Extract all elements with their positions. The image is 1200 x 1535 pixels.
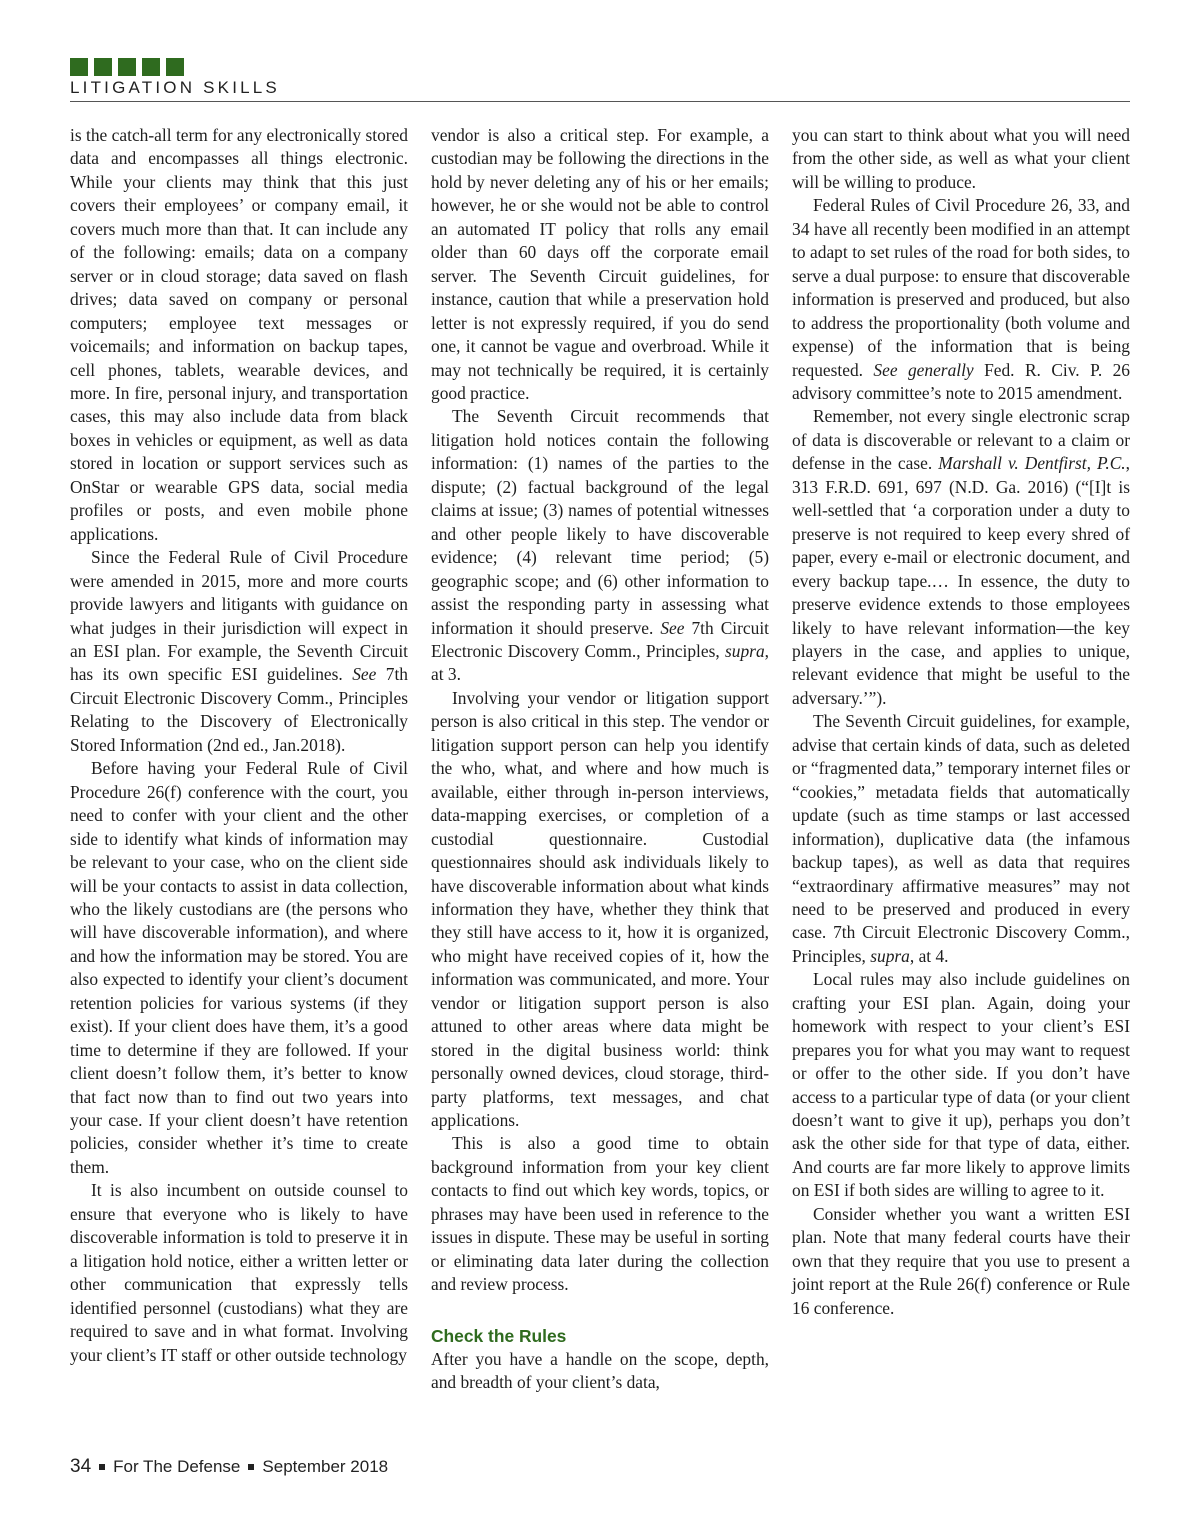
body-paragraph (431, 1348, 769, 1395)
text-run: , at 3. (431, 640, 769, 685)
text-run: Local rules may also include guidelines on crafting your ESI plan. Again, doing your homework with respect to your client’s ESI prepares you for what you may want to request or offer to the other side. If you don’t have access to a particular type of data (or your client doesn’t want to give it up), perhaps you don’t ask the other side for that type of data, either. And courts are far more likely to approve limits on ESI if both sides are willing to agree to it. (792, 969, 1130, 1201)
text-run: It is also incumbent on outside counsel to ensure that everyone who is likely to have discoverable information is told to preserve it in a litigation hold notice, either a written letter or other communication that expressly tells identified personnel (custodians) what they are required to save and in what format. Involving your client’s IT staff or other outside technology (70, 1180, 408, 1365)
section-label: LITIGATION SKILLS (70, 78, 280, 97)
page-header (70, 58, 1130, 99)
header-square (118, 58, 136, 76)
text-run: , at 4. (909, 945, 949, 966)
text-run: Fed. R. Civ. P. 26 advisory committee’s note to 2015 amendment. (792, 359, 1130, 403)
text-run: After you have a handle on the scope, depth, and breadth of your client’s data, (431, 1348, 769, 1393)
text-run: Federal Rules of Civil Procedure 26, 33, and 34 have all recently been modified in an attempt to adapt to set rules of the road for both sides, to serve a dual purpose: to ensure that discoverable information is preserved and produced, but also to address the proportionality (both volume and expense) of the information that is being requested. (792, 195, 1130, 380)
header-square (94, 58, 112, 76)
publication-name: For The Defense (113, 1457, 241, 1476)
header-square (166, 58, 184, 76)
italic-text: See (660, 617, 685, 638)
section-heading: Check the Rules (431, 1325, 567, 1346)
header-square (70, 58, 88, 76)
text-run: Involving your vendor or litigation support person is also critical in this step. The vendor or litigation support person can help you identify the who, what, and where and how much is available, either through in-person interviews, data-mapping exercises, or completion of a custodial questionnaire. Custodial questionnaires should ask individuals likely to have discoverable information about what kinds information they have, whether they think that they still have access to it, how it is organized, who might have received copies of it, how the information was communicated, and more. Your vendor or litigation support person is also attuned to other areas where data might be stored in the digital business world: think personally owned devices, cloud storage, third-party platforms, text messages, and chat applications. (431, 687, 769, 1131)
text-column-2 (431, 124, 769, 1444)
header-squares-decoration (70, 58, 1130, 76)
body-paragraph (431, 1132, 769, 1296)
article-body (70, 124, 1130, 1444)
text-run: Consider whether you want a written ESI plan. Note that many federal courts have their own that they require that you use to present a joint report at the Rule 26(f) conference or Rule 16 conference. (792, 1203, 1130, 1318)
body-paragraph (792, 124, 1130, 194)
body-paragraph (792, 968, 1130, 1203)
body-paragraph (431, 405, 769, 686)
body-paragraph (792, 710, 1130, 968)
text-run: , 313 F.R.D. 691, 697 (N.D. Ga. 2016) (“[I]t is well-settled that ‘a corporation under a duty to preserve is not required to keep every shred of paper, every e-mail or electronic document, and every backup tape.… In essence, the duty to preserve evidence extends to those employees likely to have relevant information—the key players in the case, and applies to unique, relevant evidence that might be useful to the adversary.’”). (792, 453, 1130, 708)
text-run: 7th Circuit Electronic Discovery Comm., Principles, (431, 617, 769, 661)
italic-text: Marshall v. Dentfirst, P.C. (938, 453, 1126, 474)
page-footer (70, 1456, 388, 1478)
text-run: This is also a good time to obtain background information from your key client contacts to find out which key words, topics, or phrases may have been used in reference to the issues in dispute. These may be useful in sorting or eliminating data later during the collection and review process. (431, 1133, 769, 1295)
text-run: The Seventh Circuit guidelines, for example, advise that certain kinds of data, such as deleted or “fragmented data,” temporary internet files or “cookies,” metadata fields that automatically update (such as time stamps or last accessed information), duplicative data (the infamous backup tapes), as well as data that requires “extraordinary affirmative measures” may not need to be preserved and produced in every case. 7th Circuit Electronic Discovery Comm., Principles, (792, 711, 1130, 966)
issue-date: September 2018 (262, 1457, 389, 1476)
page-number: 34 (70, 1456, 92, 1477)
header-square (142, 58, 160, 76)
header-rule (70, 101, 1130, 102)
text-column-1 (70, 124, 408, 1444)
body-paragraph (70, 1179, 408, 1367)
footer-bullet-icon (99, 1464, 105, 1470)
body-paragraph (70, 546, 408, 757)
italic-text: supra (870, 945, 910, 966)
body-paragraph (70, 124, 408, 546)
body-paragraph (431, 124, 769, 405)
body-paragraph (792, 405, 1130, 710)
italic-text: supra (725, 640, 765, 661)
text-run: you can start to think about what you will need from the other side, as well as what your client will be willing to produce. (792, 125, 1130, 192)
text-column-3 (792, 124, 1130, 1444)
text-run: vendor is also a critical step. For example, a custodian may be following the directions in the hold by never deleting any of his or her emails; however, he or she would not be able to control an automated IT policy that rolls any email older than 60 days off the corporate email server. The Seventh Circuit guidelines, for instance, caution that while a preservation hold letter is not expressly required, if you do send one, it cannot be vague and overbroad. While it may not technically be required, it is certainly good practice. (431, 125, 769, 403)
body-paragraph (792, 1203, 1130, 1320)
text-run: Before having your Federal Rule of Civil Procedure 26(f) conference with the court, you need to confer with your client and the other side to identify what kinds of information may be relevant to your case, who on the client side will be your contacts to assist in data collection, who the likely custodians are (the persons who will have discoverable information), and where and how the information may be stored. You are also expected to identify your client’s document retention policies for various systems (if they exist). If your client does have them, it’s a good time to determine if they are followed. If your client doesn’t follow them, it’s better to know that fact now than to find out two years into your case. If your client doesn’t have retention policies, consider whether it’s time to create them. (70, 758, 408, 1177)
text-run: The Seventh Circuit recommends that litigation hold notices contain the following information: (1) names of the parties to the dispute; (2) factual background of the legal claims at issue; (3) names of potential witnesses and other people likely to have discoverable evidence; (4) relevant time period; (5) geographic scope; and (6) other information to assist the responding party in assessing what information it should preserve. (431, 406, 769, 638)
text-run: Since the Federal Rule of Civil Procedure were amended in 2015, more and more courts provide lawyers and litigants with guidance on what judges in their jurisdiction will expect in an ESI plan. For example, the Seventh Circuit has its own specific ESI guidelines. (70, 547, 408, 685)
text-run: Remember, not every single electronic scrap of data is discoverable or relevant to a claim or defense in the case. (792, 406, 1130, 474)
text-run: is the catch-all term for any electronically stored data and encompasses all things electronic. While your clients may think that this just covers their employees’ or company email, it covers much more than that. It can include any of the following: emails; data on a company server or in cloud storage; data saved on flash drives; data saved on company or personal computers; employee text messages or voicemails; and information on backup tapes, cell phones, tablets, wearable devices, and more. In fire, personal injury, and transportation cases, this may also include data from black boxes in vehicles or equipment, as well as data stored in location or support services such as OnStar or wearable GPS data, social media profiles or posts, and even mobile phone applications. (70, 125, 408, 544)
body-paragraph (431, 687, 769, 1133)
footer-bullet-icon (248, 1464, 254, 1470)
italic-text: See generally (873, 359, 974, 380)
italic-text: See (352, 664, 377, 685)
text-run: 7th Circuit Electronic Discovery Comm., Principles Relating to the Discovery of Electronically Stored Information (2nd ed., Jan.2018). (70, 664, 408, 755)
body-paragraph (792, 194, 1130, 405)
body-paragraph (70, 757, 408, 1179)
